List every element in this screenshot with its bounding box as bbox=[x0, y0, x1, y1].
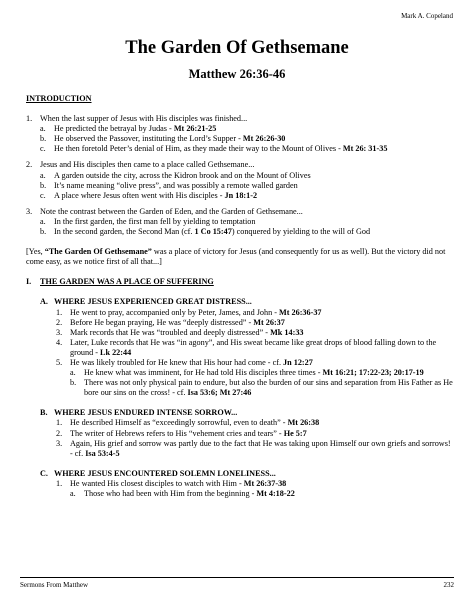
point-1c-1a: a. Those who had been with Him from the beginning - Mt 4:18-22 bbox=[70, 489, 295, 498]
page-subtitle: Matthew 26:36-46 bbox=[188, 67, 286, 81]
intro-point-1b: b. He observed the Passover, instituting the Lord’s Supper - Mt 26:26-30 bbox=[40, 134, 286, 144]
point-1c-1: 1. He wanted His closest disciples to watch with Him - Mt 26:37-38 bbox=[56, 478, 287, 488]
point-1a-5b: b. There was not only physical pain to endure, but also the burden of our sins and separation from His Father as He bore our sins on the cross! - cf. Isa 53:6; Mt 27:46 bbox=[70, 378, 453, 398]
footer-book-title: Sermons From Matthew bbox=[20, 581, 89, 589]
point-1b-1: 1. He described Himself as “exceedingly sorrowful, even to death” - Mt 26:38 bbox=[56, 418, 320, 428]
intro-point-2: 2. Jesus and His disciples then came to a place called Gethsemane... bbox=[26, 160, 255, 170]
intro-point-3b: b. In the second garden, the Second Man (cf. 1 Co 15:47) conquered by yielding to the will of God bbox=[40, 227, 371, 237]
intro-point-1: 1. When the last supper of Jesus with His disciples was finished... bbox=[26, 114, 248, 124]
intro-point-2c: c. A place where Jesus often went with His disciples - Jn 18:1-2 bbox=[40, 190, 258, 200]
section-1-heading: I. THE GARDEN WAS A PLACE OF SUFFERING bbox=[26, 277, 214, 287]
point-1a-5a: a. He knew what was imminent, for He had told His disciples three times - Mt 16:21; 17:22-23; 20:17-19 bbox=[70, 368, 424, 378]
point-1b-3: 3. Again, His grief and sorrow was partly due to the fact that He was taking upon Himself our own griefs and sorrows! - cf. Isa 53:4-5 bbox=[56, 438, 451, 458]
section-1b-heading: B. WHERE JESUS ENDURED INTENSE SORROW... bbox=[40, 408, 238, 418]
point-1a-5: 5. He was likely troubled for He knew that His hour had come - cf. Jn 12:27 bbox=[56, 357, 313, 367]
transition-quote: [Yes, “The Garden Of Gethsemane” was a place of victory for Jesus (and consequently for us as well). But the victory did not come easy, as we notice first of all that...] bbox=[26, 247, 446, 267]
page-footer bbox=[20, 577, 454, 589]
point-1a-4: 4. Later, Luke records that He was “in agony”, and His sweat became like great drops of blood falling down to the ground - Lk 22:44 bbox=[56, 337, 437, 357]
page-number: 232 bbox=[443, 581, 454, 589]
intro-point-1c: c. He then foretold Peter’s denial of Him, as they made their way to the Mount of Olives - Mt 26: 31-35 bbox=[40, 144, 388, 154]
section-1a-heading: A. WHERE JESUS EXPERIENCED GREAT DISTRESS... bbox=[40, 297, 252, 307]
point-1a-3: 3. Mark records that He was “troubled and deeply distressed” - Mk 14:33 bbox=[56, 327, 304, 337]
intro-point-3a: a. In the first garden, the first man fell by yielding to temptation bbox=[40, 216, 256, 226]
section-1c-heading: C. WHERE JESUS ENCOUNTERED SOLEMN LONELINESS... bbox=[40, 468, 276, 478]
page-title: The Garden Of Gethsemane bbox=[125, 38, 349, 58]
point-1a-1: 1. He went to pray, accompanied only by Peter, James, and John - Mt 26:36-37 bbox=[56, 307, 322, 317]
sermon-outline bbox=[26, 94, 454, 499]
intro-point-2b: b. It’s name meaning “olive press”, and was possibly a remote walled garden bbox=[40, 180, 298, 190]
intro-point-1a: a. He predicted the betrayal by Judas - Mt 26:21-25 bbox=[40, 124, 217, 134]
intro-heading: INTRODUCTION bbox=[26, 94, 92, 103]
intro-point-2a: a. A garden outside the city, across the Kidron brook and on the Mount of Olives bbox=[40, 170, 311, 180]
point-1b-2: 2. The writer of Hebrews refers to His “vehement cries and tears” - He 5:7 bbox=[56, 428, 307, 438]
intro-point-3: 3. Note the contrast between the Garden of Eden, and the Garden of Gethsemane... bbox=[26, 206, 303, 216]
author-name: Mark A. Copeland bbox=[401, 12, 453, 20]
point-1a-2: 2. Before He began praying, He was “deeply distressed” - Mt 26:37 bbox=[56, 317, 285, 327]
